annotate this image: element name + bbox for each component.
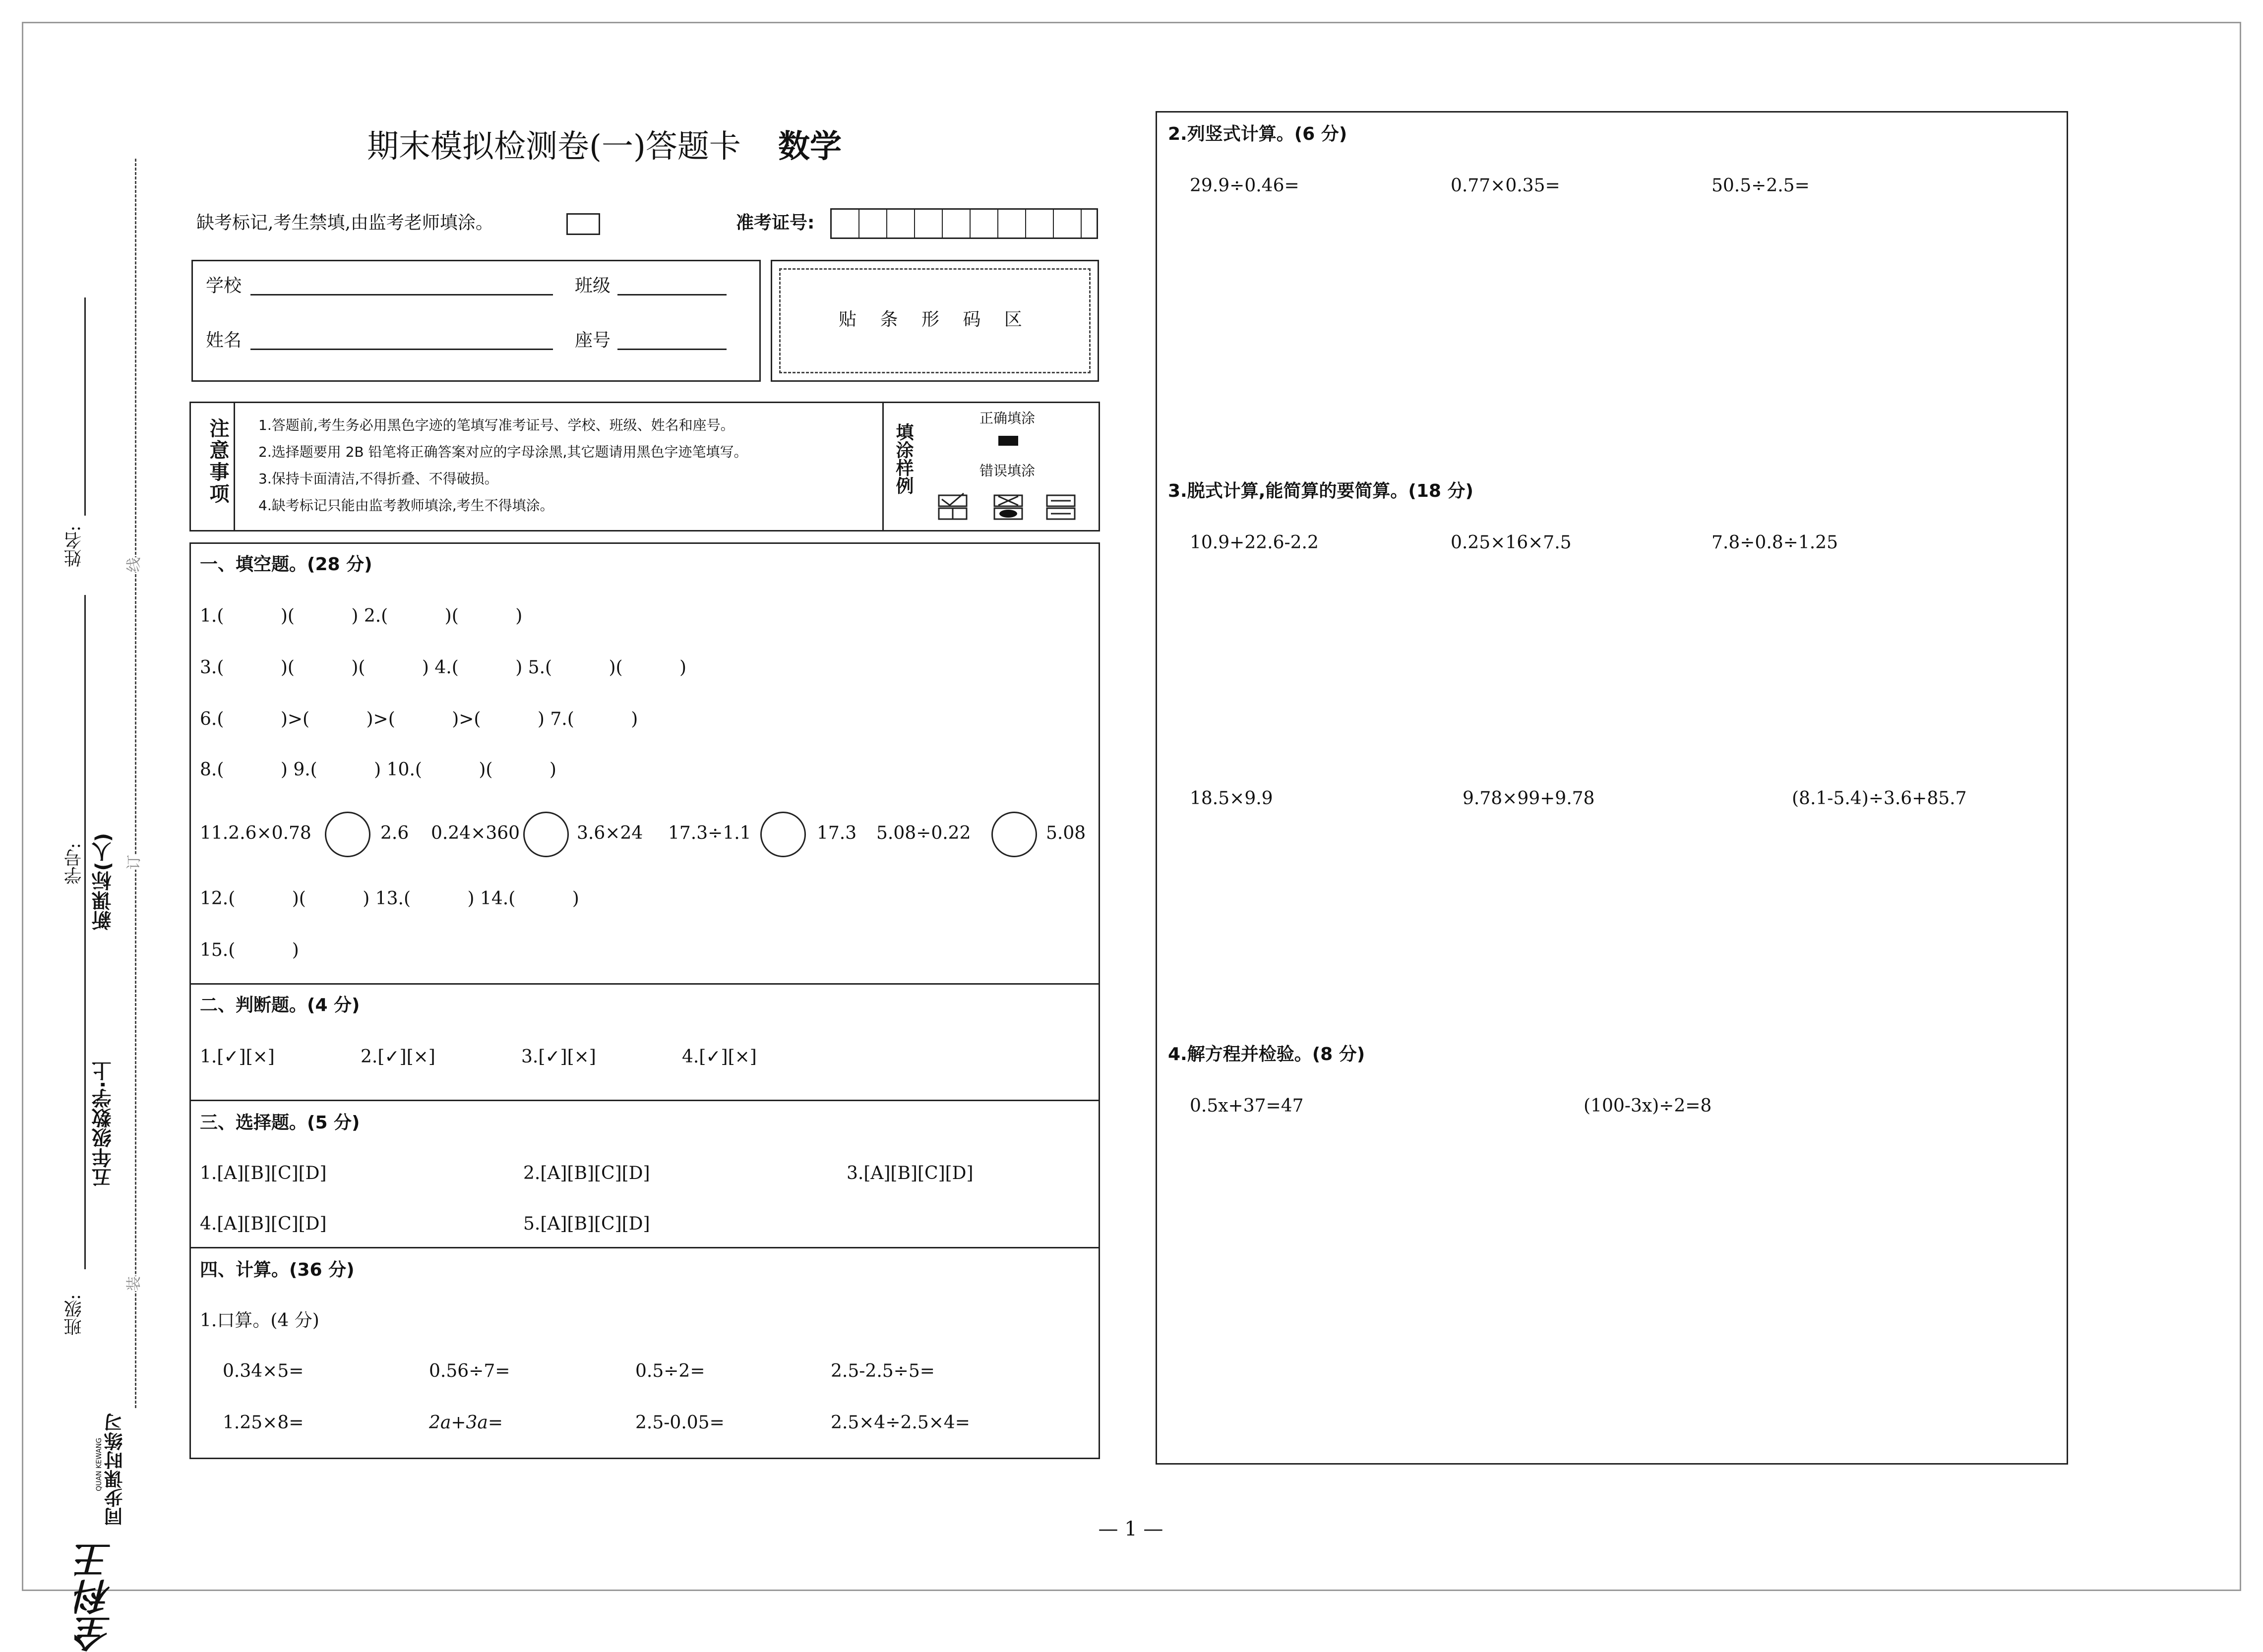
edition-label: 新课标(人) <box>92 833 115 931</box>
mc-item-3[interactable]: 3.[A][B][C][D] <box>847 1163 974 1183</box>
fill-example-label: 填涂样例 <box>893 423 914 494</box>
oral-calc-2[interactable]: 0.56÷7= <box>429 1361 510 1381</box>
school-label: 学校 <box>206 276 242 296</box>
notes-label: 注意事项 <box>206 418 229 505</box>
seat-label: 座号 <box>575 330 611 351</box>
exam-no-cell[interactable] <box>1054 210 1082 238</box>
section4-title: 四、计算。(36 分) <box>200 1260 355 1280</box>
fill-row-15[interactable]: 15.( ) <box>200 940 299 960</box>
exam-no-cell[interactable] <box>971 210 998 238</box>
school-field[interactable] <box>250 294 553 295</box>
oral-calc-5[interactable]: 1.25×8= <box>223 1413 304 1433</box>
brand-logo <box>69 1408 126 1652</box>
oral-calc-1[interactable]: 0.34×5= <box>223 1361 304 1381</box>
tf-item-4[interactable]: 4.[✓][×] <box>682 1047 757 1067</box>
q11-expr-4: 3.6×24 <box>577 823 643 843</box>
tf-item-1[interactable]: 1.[✓][×] <box>200 1047 275 1067</box>
notes-divider <box>234 403 235 530</box>
q11-compare-circle-4[interactable] <box>991 812 1037 857</box>
fill-divider <box>882 403 884 530</box>
barcode-area <box>771 260 1099 382</box>
section-fill-blank <box>189 542 1100 985</box>
q11-expr-3: 0.24×360 <box>431 823 520 843</box>
page-number: — 1 — <box>1098 1518 1163 1540</box>
section-true-false <box>189 983 1100 1101</box>
step-calc-1[interactable]: 10.9+22.6-2.2 <box>1190 532 1319 553</box>
right-answer-panel <box>1156 111 2068 1465</box>
q11-compare-circle-2[interactable] <box>523 812 569 857</box>
step-calc-2[interactable]: 0.25×16×7.5 <box>1451 532 1572 553</box>
oral-calc-3[interactable]: 0.5÷2= <box>635 1361 705 1381</box>
step-calc-5[interactable]: 9.78×99+9.78 <box>1463 788 1595 809</box>
section-multiple-choice <box>189 1100 1100 1248</box>
step-calc-4[interactable]: 18.5×9.9 <box>1190 788 1273 809</box>
mc-item-1[interactable]: 1.[A][B][C][D] <box>200 1163 327 1183</box>
brand-subtitle: 同步课时练习 <box>104 1413 126 1526</box>
binding-strip <box>60 149 159 1652</box>
note-4: 4.缺考标记只能由监考教师填涂,考生不得填涂。 <box>258 497 554 514</box>
exam-no-label: 准考证号: <box>736 213 815 233</box>
q11-expr-2: 2.6 <box>380 823 409 843</box>
correct-fill-label: 正确填涂 <box>979 410 1036 426</box>
step-calc-3[interactable]: 7.8÷0.8÷1.25 <box>1712 532 1838 553</box>
wrong-fill-label: 错误填涂 <box>979 463 1036 479</box>
class-field[interactable] <box>617 294 727 295</box>
q11-compare-circle-1[interactable] <box>325 812 370 857</box>
absent-note: 缺考标记,考生禁填,由监考老师填涂。 <box>196 213 493 233</box>
fill-row-6[interactable]: 6.( )>( )>( )>( ) 7.( ) <box>200 709 638 729</box>
cut-char-xian: 线 <box>125 557 143 572</box>
vertical-calc-3[interactable]: 50.5÷2.5= <box>1712 176 1810 196</box>
exam-no-cell[interactable] <box>998 210 1026 238</box>
cut-dashed-line <box>135 159 136 1408</box>
exam-no-cell[interactable] <box>915 210 943 238</box>
seat-field[interactable] <box>617 349 727 350</box>
exam-no-cell[interactable] <box>943 210 971 238</box>
brand-pinyin: QUAN KEWANG <box>95 1438 103 1491</box>
exam-no-cell[interactable] <box>859 210 887 238</box>
section2-title: 二、判断题。(4 分) <box>200 995 360 1015</box>
name-label: 姓名 <box>206 330 242 351</box>
q11-compare-circle-3[interactable] <box>760 812 806 857</box>
notes-box <box>189 402 1100 531</box>
tf-item-3[interactable]: 3.[✓][×] <box>521 1047 596 1067</box>
student-info-box <box>191 260 761 382</box>
fill-row-1[interactable]: 1.( )( ) 2.( )( ) <box>200 606 523 626</box>
q11-expr-7: 5.08÷0.22 <box>876 823 971 843</box>
cut-char-ding: 订 <box>125 855 143 870</box>
fill-row-8[interactable]: 8.( ) 9.( ) 10.( )( ) <box>200 760 556 780</box>
q11-expr-1: 11.2.6×0.78 <box>200 823 311 843</box>
exam-no-cell[interactable] <box>832 210 859 238</box>
mc-item-4[interactable]: 4.[A][B][C][D] <box>200 1214 327 1234</box>
exam-no-cell[interactable] <box>1026 210 1054 238</box>
class-underline <box>84 952 86 1269</box>
brand-name: 全科王 <box>74 1542 117 1652</box>
correct-fill-mark <box>998 436 1018 446</box>
name-underline <box>84 297 86 516</box>
note-3: 3.保持卡面清洁,不得折叠、不得破损。 <box>258 471 498 487</box>
oral-calc-4[interactable]: 2.5-2.5÷5= <box>831 1361 935 1381</box>
q11-expr-8: 5.08 <box>1046 823 1086 843</box>
equation-2[interactable]: (100-3x)÷2=8 <box>1584 1096 1712 1116</box>
vertical-calc-2[interactable]: 0.77×0.35= <box>1451 176 1560 196</box>
wrong-fill-marks <box>935 492 1094 522</box>
class-label: 班级 <box>575 276 611 296</box>
oral-calc-6[interactable]: 2a+3a= <box>429 1413 503 1433</box>
q11-expr-6: 17.3 <box>817 823 857 843</box>
cut-char-zhuang: 装 <box>125 1276 143 1291</box>
tf-item-2[interactable]: 2.[✓][×] <box>361 1047 435 1067</box>
section-calculation <box>189 1247 1100 1459</box>
step-calc-title: 3.脱式计算,能简算的要简算。(18 分) <box>1168 481 1473 501</box>
oral-calc-7[interactable]: 2.5-0.05= <box>635 1413 725 1433</box>
fill-row-3[interactable]: 3.( )( )( ) 4.( ) 5.( )( ) <box>200 657 687 678</box>
subject-text: 数学 <box>778 128 842 165</box>
vertical-calc-title: 2.列竖式计算。(6 分) <box>1168 124 1347 144</box>
title-text: 期末模拟检测卷(一)答题卡 <box>367 128 741 165</box>
page-title <box>367 128 842 166</box>
student-id-label: 学号: <box>64 843 84 885</box>
id-underline <box>84 595 86 952</box>
vertical-calc-1[interactable]: 29.9÷0.46= <box>1190 176 1299 196</box>
q11-expr-5: 17.3÷1.1 <box>668 823 751 843</box>
fill-row-12[interactable]: 12.( )( ) 13.( ) 14.( ) <box>200 888 579 909</box>
name-label: 姓名: <box>64 526 84 568</box>
class-label: 班级: <box>64 1294 84 1336</box>
mc-item-5[interactable]: 5.[A][B][C][D] <box>523 1214 650 1234</box>
barcode-label: 贴 条 形 码 区 <box>839 309 1031 330</box>
equation-1[interactable]: 0.5x+37=47 <box>1190 1096 1304 1116</box>
exam-no-cell[interactable] <box>887 210 915 238</box>
step-calc-6[interactable]: (8.1-5.4)÷3.6+85.7 <box>1792 788 1967 809</box>
section3-title: 三、选择题。(5 分) <box>200 1113 360 1133</box>
oral-calc-title: 1.口算。(4 分) <box>200 1310 319 1331</box>
grade-label: 五年级数学·上 <box>92 1061 115 1188</box>
equation-title: 4.解方程并检验。(8 分) <box>1168 1044 1365 1064</box>
mc-item-2[interactable]: 2.[A][B][C][D] <box>523 1163 650 1183</box>
name-field[interactable] <box>250 349 553 350</box>
absent-mark-box[interactable] <box>566 213 600 235</box>
section1-title: 一、填空题。(28 分) <box>200 554 372 575</box>
exam-no-boxes[interactable] <box>830 208 1098 239</box>
note-1: 1.答题前,考生务必用黑色字迹的笔填写准考证号、学校、班级、姓名和座号。 <box>258 417 734 433</box>
note-2: 2.选择题要用 2B 铅笔将正确答案对应的字母涂黑,其它题请用黑色字迹笔填写。 <box>258 444 748 460</box>
oral-calc-8[interactable]: 2.5×4÷2.5×4= <box>831 1413 970 1433</box>
